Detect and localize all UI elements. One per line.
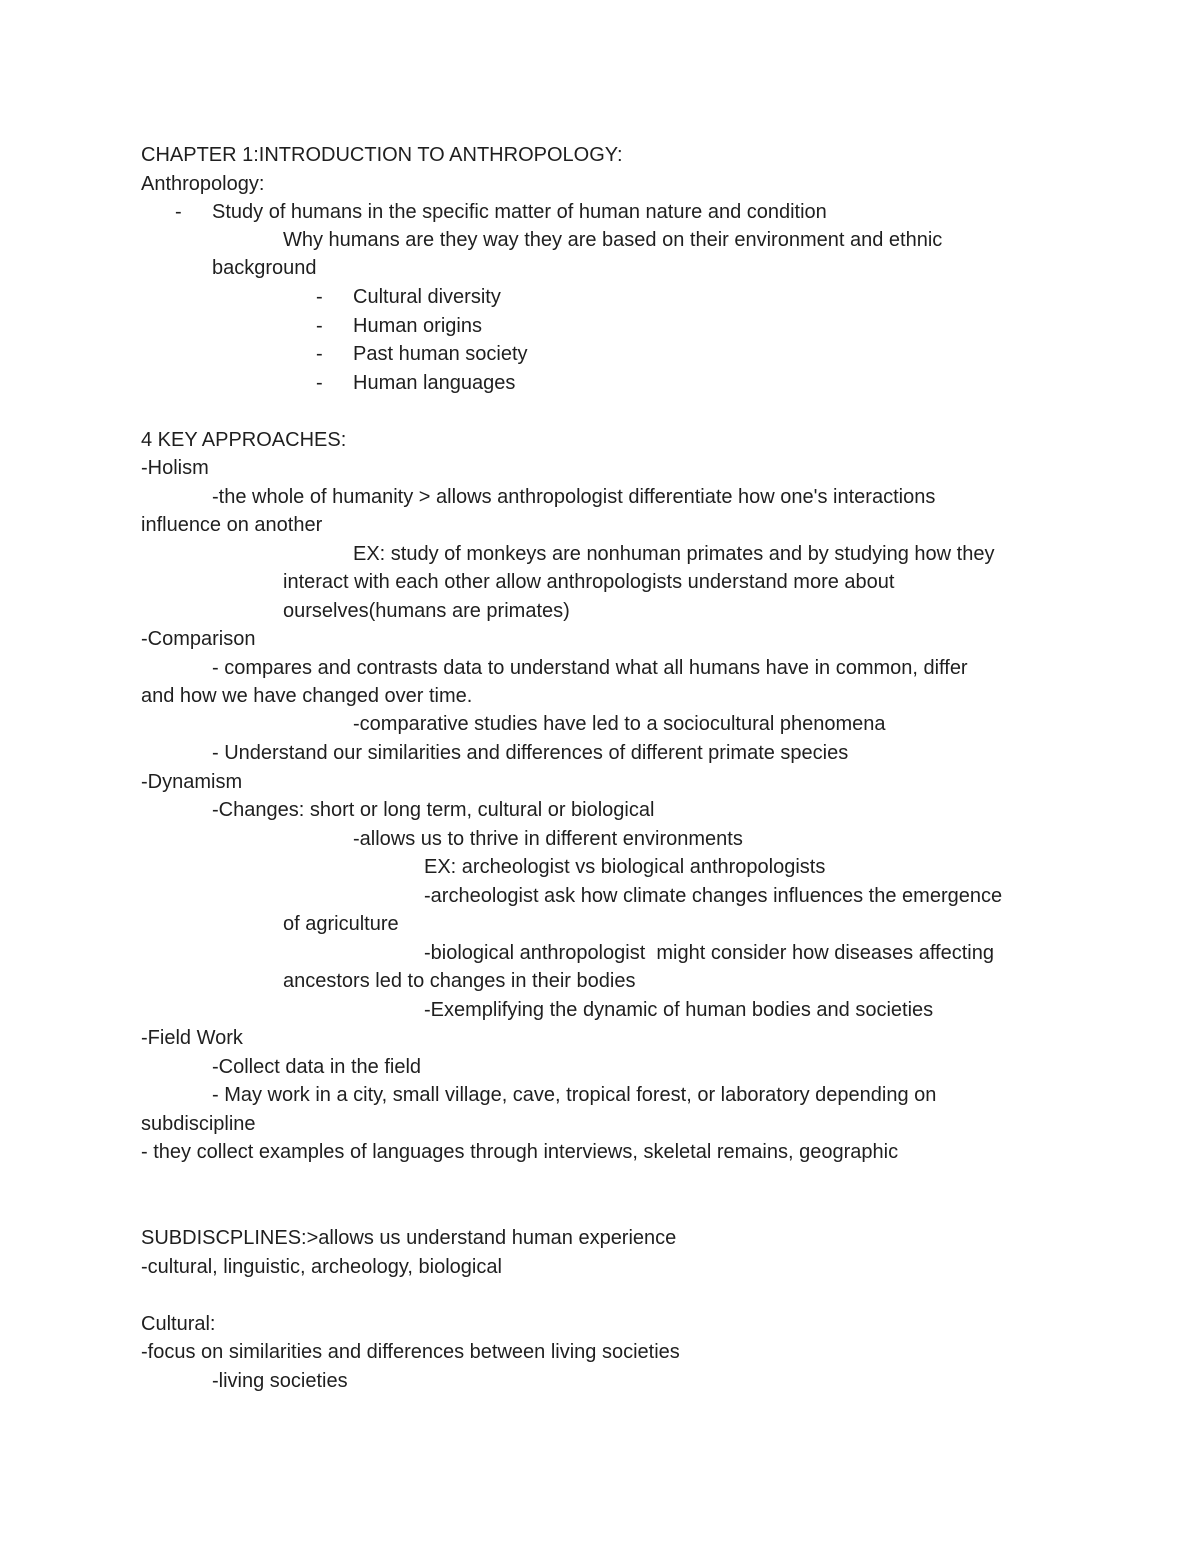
why-line-2: background <box>212 257 317 279</box>
bullet-dash: - <box>316 343 323 365</box>
holism-example-3: ourselves(humans are primates) <box>283 600 570 622</box>
fieldwork-examples: - they collect examples of languages through interviews, skeletal remains, geographic <box>141 1141 899 1163</box>
anthropology-term: Anthropology: <box>141 173 265 195</box>
subdisciplines-heading: SUBDISCPLINES:>allows us understand human experience <box>141 1227 677 1249</box>
subdisciplines-list: -cultural, linguistic, archeology, biological <box>141 1256 502 1278</box>
dynamism-changes: -Changes: short or long term, cultural or biological <box>212 799 655 821</box>
holism-example-1: EX: study of monkeys are nonhuman primates and by studying how they <box>353 543 995 565</box>
dynamism-biological-2: ancestors led to changes in their bodies <box>283 970 636 992</box>
dynamism-thrive: -allows us to thrive in different environments <box>353 828 743 850</box>
definition-line: Study of humans in the specific matter of human nature and condition <box>212 201 827 223</box>
holism-desc-1: -the whole of humanity > allows anthropologist differentiate how one's interactions <box>212 486 936 508</box>
bullet-dash: - <box>175 201 182 223</box>
cultural-heading: Cultural: <box>141 1313 216 1335</box>
bullet-dash: - <box>316 315 323 337</box>
fieldwork-collect: -Collect data in the field <box>212 1056 422 1078</box>
comparison-desc-1: - compares and contrasts data to understand what all humans have in common, differ <box>212 657 968 679</box>
why-line-1: Why humans are they way they are based on their environment and ethnic <box>283 229 943 251</box>
bullet-dash: - <box>316 372 323 394</box>
topic-item: Human origins <box>353 315 482 337</box>
cultural-sub: -living societies <box>212 1370 348 1392</box>
holism-label: -Holism <box>141 457 209 479</box>
fieldwork-label: -Field Work <box>141 1027 243 1049</box>
topic-item: Human languages <box>353 372 516 394</box>
comparison-desc-3: - Understand our similarities and differences of different primate species <box>212 742 849 764</box>
bullet-dash: - <box>316 286 323 308</box>
holism-desc-2: influence on another <box>141 514 323 536</box>
dynamism-exemplify: -Exemplifying the dynamic of human bodies and societies <box>424 999 934 1021</box>
approaches-heading: 4 KEY APPROACHES: <box>141 429 347 451</box>
dynamism-example: EX: archeologist vs biological anthropologists <box>424 856 826 878</box>
topic-item: Cultural diversity <box>353 286 501 308</box>
chapter-title: CHAPTER 1:INTRODUCTION TO ANTHROPOLOGY: <box>141 144 623 166</box>
cultural-focus: -focus on similarities and differences between living societies <box>141 1341 680 1363</box>
dynamism-archeologist-1: -archeologist ask how climate changes influences the emergence <box>424 885 1003 907</box>
comparison-label: -Comparison <box>141 628 256 650</box>
dynamism-archeologist-2: of agriculture <box>283 913 399 935</box>
dynamism-label: -Dynamism <box>141 771 243 793</box>
comparison-note: -comparative studies have led to a sociocultural phenomena <box>353 713 886 735</box>
topic-item: Past human society <box>353 343 528 365</box>
comparison-desc-2: and how we have changed over time. <box>141 685 473 707</box>
fieldwork-may-2: subdiscipline <box>141 1113 256 1135</box>
holism-example-2: interact with each other allow anthropologists understand more about <box>283 571 895 593</box>
fieldwork-may-1: - May work in a city, small village, cave, tropical forest, or laboratory depending on <box>212 1084 937 1106</box>
dynamism-biological-1: -biological anthropologist might consider how diseases affecting <box>424 942 994 964</box>
